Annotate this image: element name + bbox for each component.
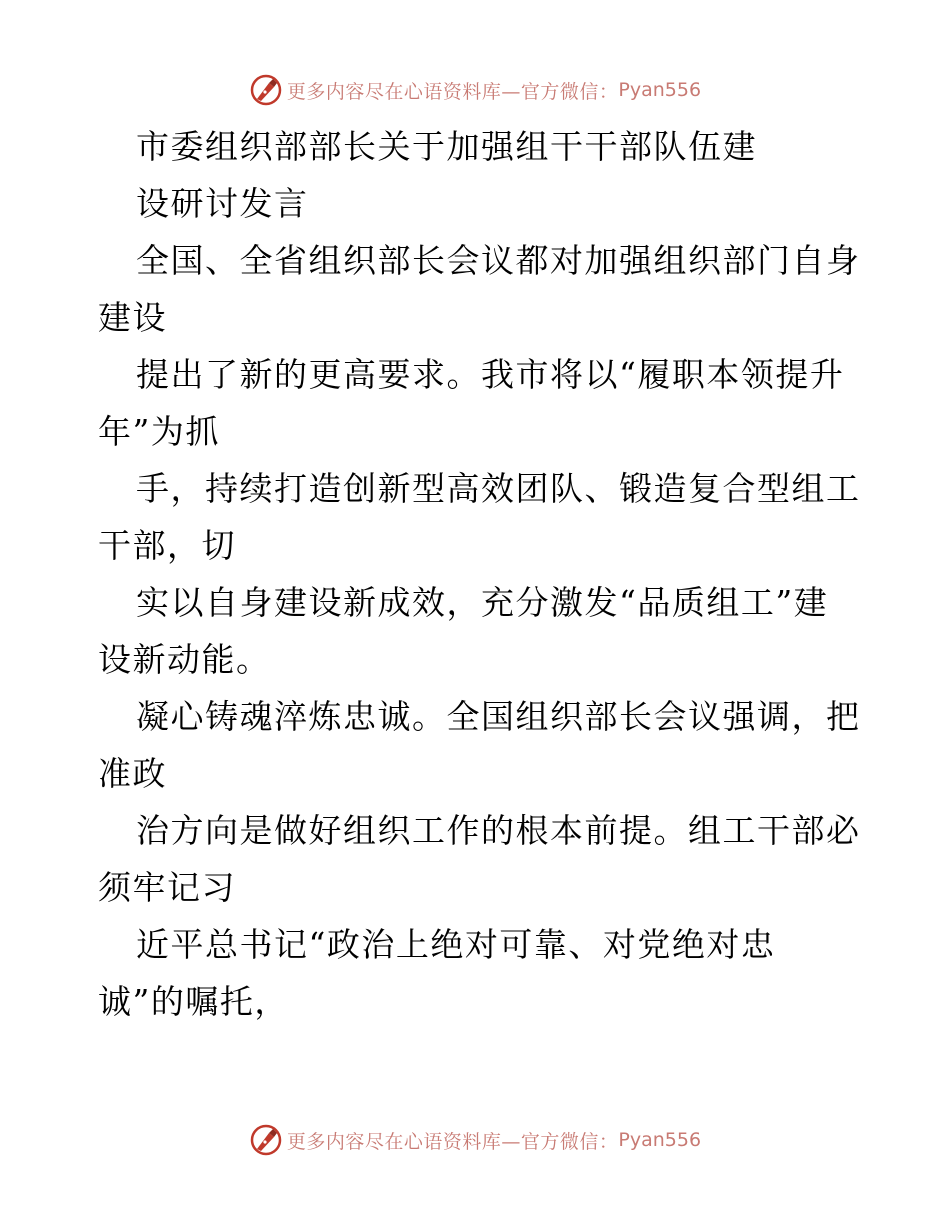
- watermark-wechat-id: Pyan556: [618, 1129, 702, 1151]
- paragraph-line: 实以自身建设新成效，充分激发“品质组工”建: [136, 583, 829, 622]
- footer-watermark: [0, 1120, 950, 1160]
- paragraph-line: 市委组织部部长关于加强组干干部队伍建: [136, 127, 757, 166]
- paragraph-line: 须牢记习: [98, 868, 236, 907]
- paragraph-line: 年”为抓: [98, 412, 220, 451]
- paragraph-line: 全国、全省组织部长会议都对加强组织部门自身: [136, 241, 861, 280]
- paragraph-line: 建设: [98, 298, 167, 337]
- paragraph-line: 准政: [98, 754, 167, 793]
- watermark-text: 更多内容尽在心语资料库—官方微信：: [286, 1130, 619, 1153]
- pen-nib-logo-icon: [249, 73, 283, 107]
- paragraph-line: 提出了新的更高要求。我市将以“履职本领提升: [136, 355, 845, 394]
- paragraph-line: 凝心铸魂淬炼忠诚。全国组织部长会议强调，把: [136, 697, 861, 736]
- pen-nib-logo-icon: [249, 1123, 283, 1157]
- paragraph-line: 诚”的嘱托，: [98, 982, 289, 1021]
- document-body: [98, 118, 861, 1030]
- paragraph-line: 手，持续打造创新型高效团队、锻造复合型组工: [136, 469, 861, 508]
- header-watermark: [0, 70, 950, 110]
- watermark-text: 更多内容尽在心语资料库—官方微信：: [286, 80, 619, 103]
- paragraph-line: 干部，切: [98, 526, 236, 565]
- paragraph-line: 设研讨发言: [136, 184, 309, 223]
- watermark-wechat-id: Pyan556: [618, 79, 702, 101]
- paragraph-line: 近平总书记“政治上绝对可靠、对党绝对忠: [136, 925, 776, 964]
- paragraph-line: 设新动能。: [98, 640, 271, 679]
- paragraph-line: 治方向是做好组织工作的根本前提。组工干部必: [136, 811, 861, 850]
